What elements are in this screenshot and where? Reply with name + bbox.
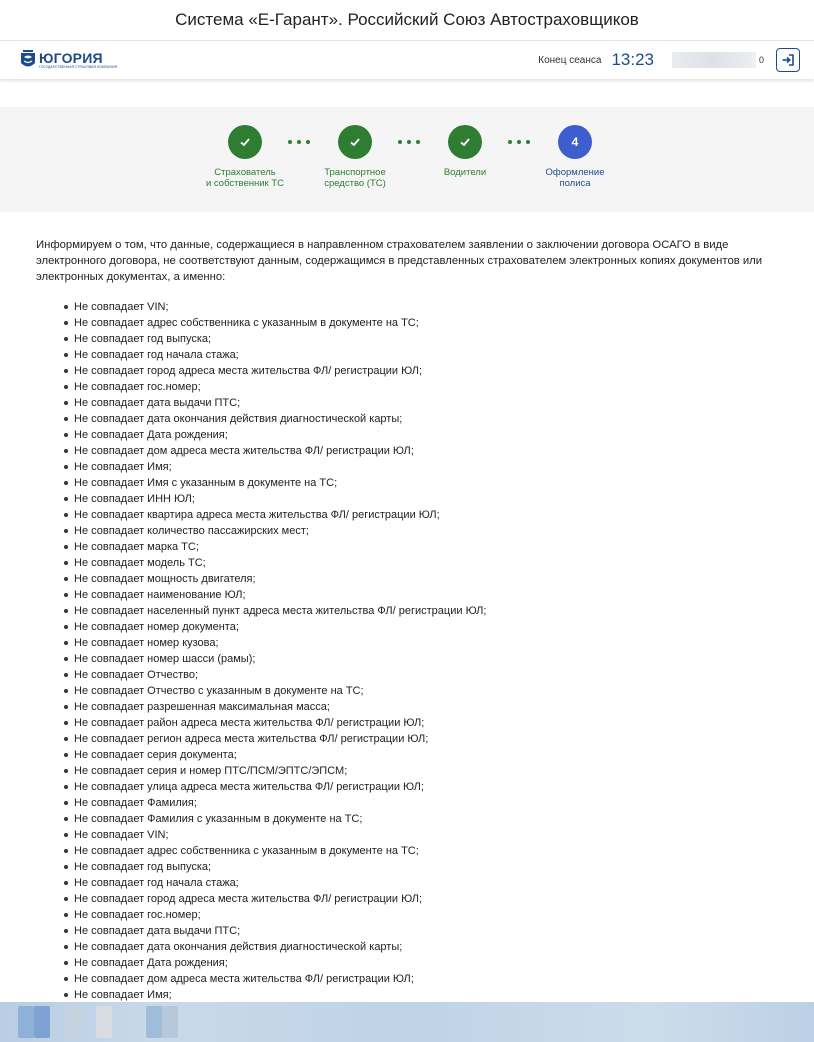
step-vehicle[interactable]	[300, 125, 410, 189]
step-policy[interactable]	[520, 125, 630, 189]
main-content	[0, 212, 814, 1003]
mismatch-list-item: Не совпадает наименование ЮЛ;	[74, 587, 778, 603]
mismatch-list-item: Не совпадает дом адреса места жительства ФЛ/ регистрации ЮЛ;	[74, 443, 778, 459]
mismatch-list-item: Не совпадает город адреса места жительства ФЛ/ регистрации ЮЛ;	[74, 891, 778, 907]
taskbar-app-icon[interactable]	[66, 1006, 82, 1038]
mismatch-list-item: Не совпадает населенный пункт адреса места жительства ФЛ/ регистрации ЮЛ;	[74, 603, 778, 619]
mismatch-list-item: Не совпадает гос.номер;	[74, 379, 778, 395]
mismatch-list-item: Не совпадает Отчество;	[74, 667, 778, 683]
mismatch-list-item: Не совпадает Имя с указанным в документе на ТС;	[74, 475, 778, 491]
mismatch-list-item: Не совпадает разрешенная максимальная масса;	[74, 699, 778, 715]
mismatch-list	[36, 299, 778, 1003]
logo-emblem-icon	[20, 49, 36, 71]
mismatch-list-item: Не совпадает модель ТС;	[74, 555, 778, 571]
mismatch-list-item: Не совпадает мощность двигателя;	[74, 571, 778, 587]
mismatch-list-item: Не совпадает год начала стажа;	[74, 347, 778, 363]
mismatch-list-item: Не совпадает номер кузова;	[74, 635, 778, 651]
step-drivers[interactable]	[410, 125, 520, 179]
step-label: Транспортное средство (ТС)	[324, 167, 386, 189]
mismatch-list-item: Не совпадает дата выдачи ПТС;	[74, 923, 778, 939]
mismatch-list-item: Не совпадает Дата рождения;	[74, 955, 778, 971]
logo-subtitle: ГОСУДАРСТВЕННАЯ СТРАХОВАЯ КОМПАНИЯ	[39, 64, 118, 69]
step-check-icon	[448, 125, 482, 159]
mismatch-list-item: Не совпадает дата выдачи ПТС;	[74, 395, 778, 411]
mismatch-list-item: Не совпадает VIN;	[74, 299, 778, 315]
session-end-label: Конец сеанса	[538, 54, 602, 66]
taskbar-app-icon[interactable]	[146, 1006, 162, 1038]
company-logo[interactable]	[20, 49, 117, 71]
logout-button[interactable]	[776, 48, 800, 72]
mismatch-list-item: Не совпадает VIN;	[74, 827, 778, 843]
step-policyholder[interactable]	[190, 125, 300, 189]
app-header	[0, 41, 814, 79]
step-label: Оформление полиса	[545, 167, 605, 189]
mismatch-list-item: Не совпадает серия и номер ПТС/ПСМ/ЭПТС/ЭПСМ;	[74, 763, 778, 779]
mismatch-list-item: Не совпадает дом адреса места жительства ФЛ/ регистрации ЮЛ;	[74, 971, 778, 987]
mismatch-list-item: Не совпадает дата окончания действия диагностической карты;	[74, 411, 778, 427]
mismatch-list-item: Не совпадает Отчество с указанным в документе на ТС;	[74, 683, 778, 699]
taskbar-app-icon[interactable]	[96, 1006, 112, 1038]
mismatch-list-item: Не совпадает улица адреса места жительства ФЛ/ регистрации ЮЛ;	[74, 779, 778, 795]
step-number: 4	[558, 125, 592, 159]
logout-icon	[781, 53, 795, 67]
progress-stepper	[0, 107, 814, 212]
step-label: Водители	[443, 167, 487, 178]
mismatch-list-item: Не совпадает номер шасси (рамы);	[74, 651, 778, 667]
logo-name: ЮГОРИЯ	[39, 49, 103, 66]
step-label: Страхователь и собственник ТС	[205, 167, 284, 189]
mismatch-list-item: Не совпадает Фамилия с указанным в документе на ТС;	[74, 811, 778, 827]
mismatch-list-item: Не совпадает марка ТС;	[74, 539, 778, 555]
mismatch-list-item: Не совпадает гос.номер;	[74, 907, 778, 923]
user-name-blurred	[672, 52, 756, 68]
mismatch-list-item: Не совпадает район адреса места жительства ФЛ/ регистрации ЮЛ;	[74, 715, 778, 731]
mismatch-list-item: Не совпадает адрес собственника с указанным в документе на ТС;	[74, 843, 778, 859]
mismatch-list-item: Не совпадает Фамилия;	[74, 795, 778, 811]
mismatch-list-item: Не совпадает серия документа;	[74, 747, 778, 763]
mismatch-list-item: Не совпадает город адреса места жительства ФЛ/ регистрации ЮЛ;	[74, 363, 778, 379]
mismatch-list-item: Не совпадает Имя;	[74, 459, 778, 475]
mismatch-list-item: Не совпадает год выпуска;	[74, 331, 778, 347]
mismatch-list-item: Не совпадает количество пассажирских мест;	[74, 523, 778, 539]
session-timer: 13:23	[611, 50, 654, 69]
mismatch-list-item: Не совпадает ИНН ЮЛ;	[74, 491, 778, 507]
taskbar-app-icon[interactable]	[18, 1006, 34, 1038]
mismatch-list-item: Не совпадает год начала стажа;	[74, 875, 778, 891]
mismatch-list-item: Не совпадает квартира адреса места жительства ФЛ/ регистрации ЮЛ;	[74, 507, 778, 523]
mismatch-intro: Информируем о том, что данные, содержащиеся в направленном страхователем заявлении о заключении договора ОСАГО в виде электронного договора, не соответствуют данным, содержащимся в представленных страхователем электронных копиях документов или электронных документах, а именно:	[36, 239, 763, 283]
mismatch-list-item: Не совпадает регион адреса места жительства ФЛ/ регистрации ЮЛ;	[74, 731, 778, 747]
user-counter: 0	[758, 55, 764, 65]
mismatch-list-item: Не совпадает адрес собственника с указанным в документе на ТС;	[74, 315, 778, 331]
taskbar-blurred	[0, 1002, 814, 1042]
mismatch-list-item: Не совпадает Дата рождения;	[74, 427, 778, 443]
step-check-icon	[228, 125, 262, 159]
taskbar-app-icon[interactable]	[162, 1006, 178, 1038]
mismatch-list-item: Не совпадает дата окончания действия диагностической карты;	[74, 939, 778, 955]
step-check-icon	[338, 125, 372, 159]
mismatch-list-item: Не совпадает год выпуска;	[74, 859, 778, 875]
taskbar-app-icon[interactable]	[34, 1006, 50, 1038]
mismatch-list-item: Не совпадает номер документа;	[74, 619, 778, 635]
window-title: Система «Е-Гарант». Российский Союз Автостраховщиков	[0, 0, 814, 41]
mismatch-list-item: Не совпадает Имя;	[74, 987, 778, 1003]
